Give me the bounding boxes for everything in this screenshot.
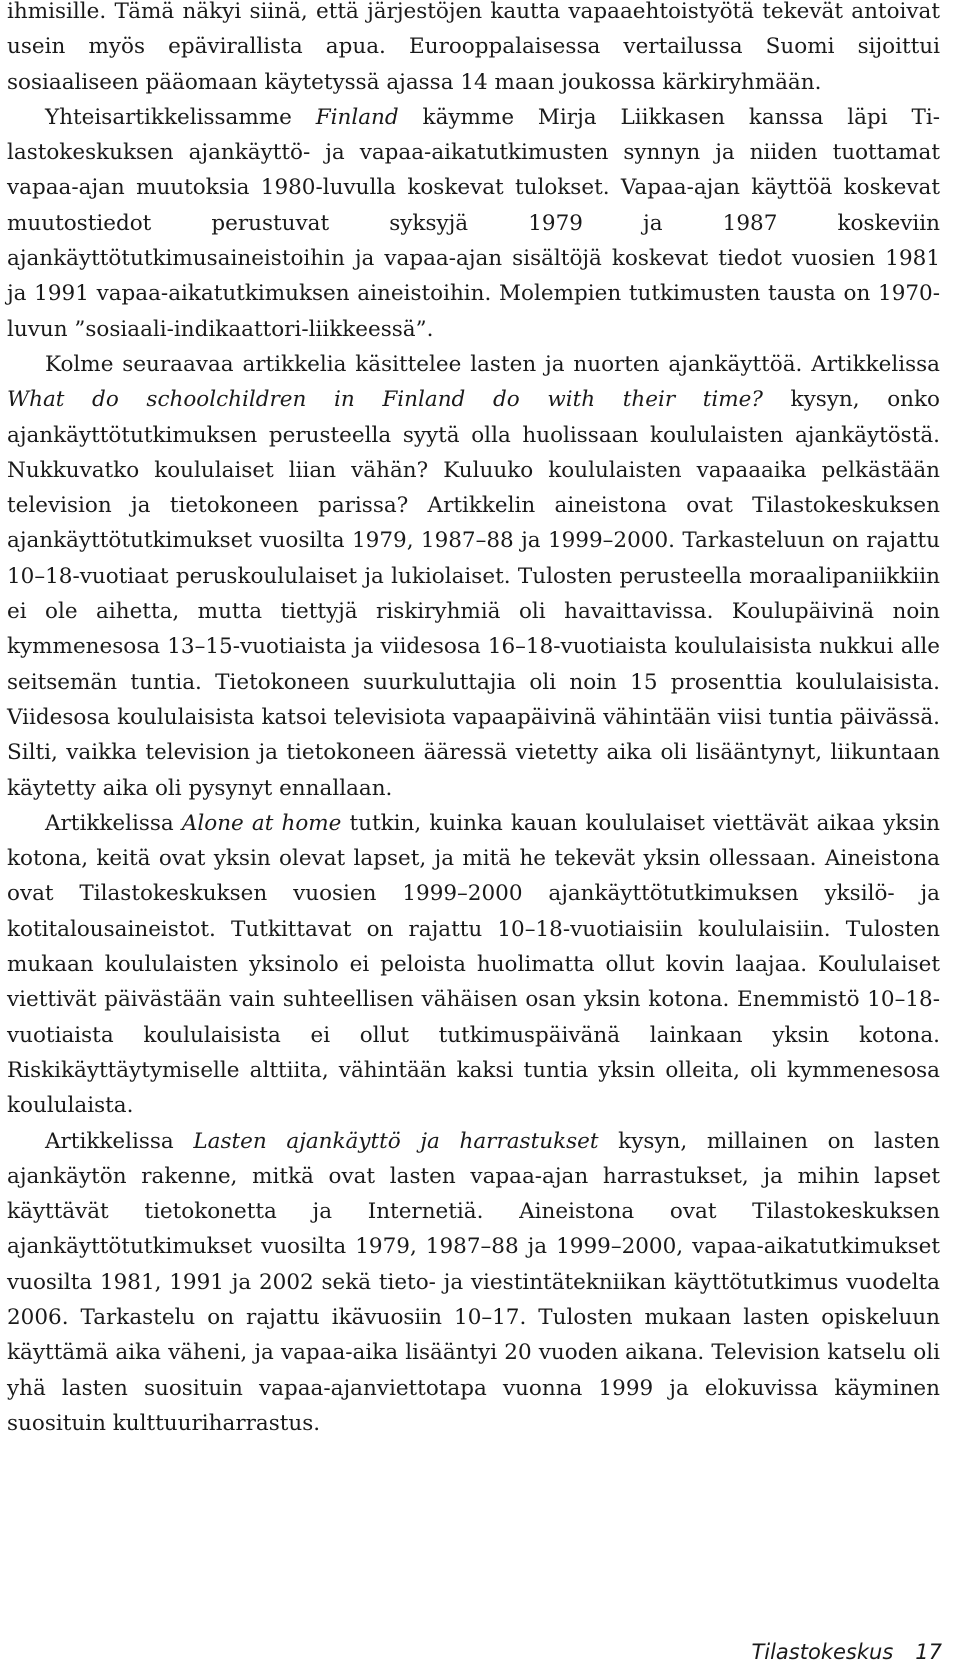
paragraph-text: Kolme seuraavaa artikkelia käsittelee lasten ja nuorten ajankäyttöä. Artikkelissa [45,351,940,377]
paragraph-text: käymme Mirja Liikkasen kanssa läpi Tilastokeskuksen ajankäyttö- ja vapaa-aikatutkimusten synnyn ja niiden tuottamat vapaa-ajan muutoksia 1980-luvulla koskevat tulokset. Vapaa-ajan käyttöä koskevat muutostiedot perustuvat syksyjä 1979 ja 1987 koskeviin ajankäyttötutkimusaineistoihin ja vapaa-ajan sisältöjä koskevat tiedot vuosien 1981 ja 1991 vapaa-aikatutkimuksen aineistoihin. Molempien tutkimusten tausta on 1970-luvun ”sosiaali-indikaattori-liikkeessä”. [7,104,940,342]
paragraph-text: Yhteisartikkelissamme [45,104,316,130]
paragraph-text: ihmisille. Tämä näkyi siinä, että järjestöjen kautta vapaaehtoistyötä tekevät antoivat usein myös epävirallista apua. Eurooppalaisessa vertailussa Suomi sijoittui sosiaaliseen pääomaan käytetyssä ajassa 14 maan joukossa kärkiryhmään. [7,0,940,95]
paragraph-lasten-ajankaytto [7,1124,940,1442]
page-body [7,0,940,1441]
page-number: 17 [915,1640,942,1664]
paragraph-text: kysyn, onko ajankäyttötutkimuksen perusteella syytä olla huolissaan koululaisten ajankäytöstä. Nukkuvatko koululaiset liian vähän? Kuluuko koululaisten vapaaaika pelkästään television ja tietokoneen parissa? Artikkelin aineistona ovat Tilastokeskuksen ajankäyttötutkimukset vuosilta 1979, 1987–88 ja 1999–2000. Tarkasteluun on rajattu 10–18-vuotiaat peruskoululaiset ja lukiolaiset. Tulosten perusteella moraalipaniikkiin ei ole aihetta, mutta tiettyjä riskiryhmiä oli havaittavissa. Koulupäivinä noin kymmenesosa 13–15-vuotiaista ja viidesosa 16–18-vuotiaista koululaisista nukkui alle seitsemän tuntia. Tietokoneen suurkuluttajia oli noin 15 prosenttia koululaisista. Viidesosa koululaisista katsoi televisiota vapaapäivinä vähintään viisi tuntia päivässä. Silti, vaikka television ja tietokoneen ääressä vietetty aika oli lisääntynyt, liikuntaan käytetty aika oli pysynyt ennallaan. [7,387,941,801]
article-title-italic: Finland [315,104,399,130]
publication-name: Tilastokeskus [751,1640,894,1664]
paragraph-alone-at-home [7,806,940,1124]
article-title-italic: What do schoolchildren in Finland do with their time? [7,387,763,413]
paragraph-finland [7,100,940,347]
paragraph-schoolchildren [7,347,940,806]
page-footer [751,1640,942,1664]
paragraph-text: tutkin, kuinka kauan koululaiset viettävät aikaa yksin kotona, keitä ovat yksin olevat lapset, ja mitä he tekevät yksin ollessaan. Aineistona ovat Tilastokeskuksen vuosien 1999–2000 ajankäyttötutkimuksen yksilö- ja kotitalousaineistot. Tutkittavat on rajattu 10–18-vuotiaisiin koululaisiin. Tulosten mukaan koululaisten yksinolo ei peloista huolimatta ollut kovin laajaa. Koululaiset viettivät päivästään vain suhteellisen vähäisen osan yksin kotona. Enemmistö 10–18-vuotiaista koululaisista ei ollut tutkimuspäivänä lainkaan yksin kotona. Riskikäyttäytymiselle alttiita, vähintään kaksi tuntia yksin olleita, oli kymmenesosa koululaista. [7,810,940,1119]
article-title-italic: Lasten ajankäyttö ja harrastukset [193,1128,599,1154]
paragraph-text: kysyn, millainen on lasten ajankäytön rakenne, mitkä ovat lasten vapaa-ajan harrastukset, ja mihin lapset käyttävät tietokonetta ja Internetiä. Aineistona ovat Tilastokeskuksen ajankäyttötutkimukset vuosilta 1979, 1987–88 ja 1999–2000, vapaa-aikatutkimukset vuosilta 1981, 1991 ja 2002 sekä tieto- ja viestintätekniikan käyttötutkimus vuodelta 2006. Tarkastelu on rajattu ikävuosiin 10–17. Tulosten mukaan lasten opiskeluun käyttämä aika väheni, ja vapaa-aika lisääntyi 20 vuoden aikana. Television katselu oli yhä lasten suosituin vapaa-ajanviettotapa vuonna 1999 ja elokuvissa käyminen suosituin kulttuuriharrastus. [7,1128,940,1436]
article-title-italic: Alone at home [181,810,342,836]
paragraph-text: Artikkelissa [45,1128,194,1154]
paragraph-text: Artikkelissa [45,810,182,836]
paragraph-continuation [7,0,940,100]
